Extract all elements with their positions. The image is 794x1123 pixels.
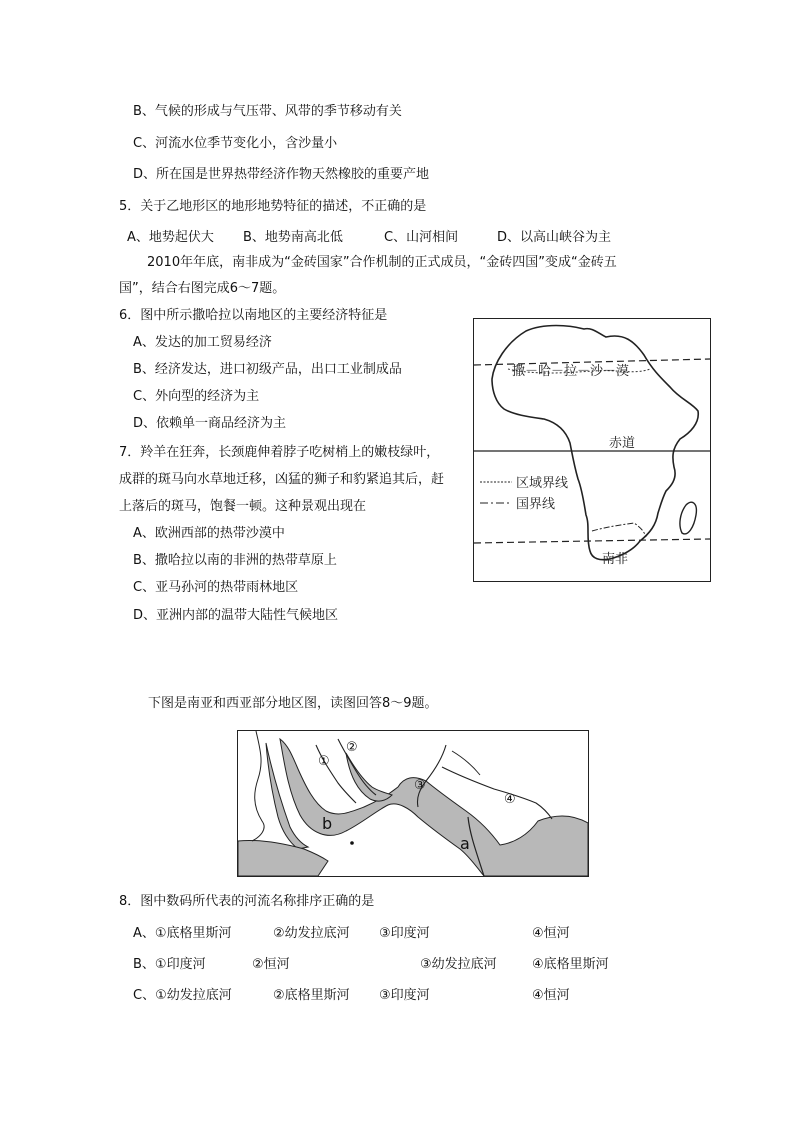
q4-option-c: C、河流水位季节变化小，含沙量小: [133, 136, 338, 151]
q8-b-4: ④底格里斯河: [532, 957, 609, 972]
q5-option-b: B、地势南高北低: [243, 230, 343, 245]
q8-b-2: ②恒河: [252, 957, 290, 972]
intro-67-line1: 2010年年底，南非成为“金砖国家”合作机制的正式成员，“金砖四国”变成“金砖五: [147, 255, 617, 270]
q8-c-3: ③印度河: [379, 988, 430, 1003]
q6-option-d: D、依赖单一商品经济为主: [133, 416, 287, 431]
q7-option-a: A、欧洲西部的热带沙漠中: [133, 526, 285, 541]
tropic-south-line: [474, 539, 710, 543]
sahara-label: 撒－哈－拉－沙－漠: [512, 364, 630, 379]
equator-label: 赤道: [609, 436, 636, 451]
africa-horn-land: [238, 840, 328, 876]
south-asia-map: [237, 730, 589, 877]
q7-option-d: D、亚洲内部的温带大陆性气候地区: [133, 608, 339, 623]
q8-b-1: B、①印度河: [133, 957, 206, 972]
q7-stem-1: 7．羚羊在狂奔，长颈鹿伸着脖子吃树梢上的嫩枝绿叶，: [119, 445, 440, 460]
q5-option-a: A、地势起伏大: [127, 230, 214, 245]
q4-option-d: D、所在国是世界热带经济作物天然橡胶的重要产地: [133, 167, 430, 182]
region-label-a: a: [460, 834, 470, 853]
legend-region-label: 区域界线: [516, 476, 569, 491]
intro-67-line2: 国”，结合右图完成6～7题。: [119, 281, 286, 296]
q8-a-2: ②幼发拉底河: [273, 926, 350, 941]
q8-c-1: C、①幼发拉底河: [133, 988, 232, 1003]
q6-option-a: A、发达的加工贸易经济: [133, 335, 272, 350]
q4-option-b: B、气候的形成与气压带、风带的季节移动有关: [133, 104, 402, 119]
q8-stem: 8．图中数码所代表的河流名称排序正确的是: [119, 894, 375, 909]
gulf-coast-land: [346, 753, 392, 801]
q6-stem: 6．图中所示撒哈拉以南地区的主要经济特征是: [119, 308, 388, 323]
q7-stem-2: 成群的斑马向水草地迁移，凶猛的狮子和豹紧追其后，赶: [119, 472, 445, 487]
q8-c-4: ④恒河: [532, 988, 570, 1003]
madagascar-outline: [680, 502, 696, 534]
q8-c-2: ②底格里斯河: [273, 988, 350, 1003]
river-label-4: ④: [504, 792, 516, 807]
south-africa-label: 南非: [602, 552, 629, 567]
q5-stem: 5．关于乙地形区的地形地势特征的描述，不正确的是: [119, 199, 427, 214]
q6-option-c: C、外向型的经济为主: [133, 389, 260, 404]
region-label-b: b: [322, 814, 333, 833]
q5-option-c: C、山河相间: [384, 230, 459, 245]
south-asia-map-svg: [238, 731, 588, 876]
q7-option-c: C、亚马孙河的热带雨林地区: [133, 580, 299, 595]
legend-border-label: 国界线: [516, 497, 556, 512]
africa-map: [473, 318, 711, 582]
south-africa-border: [592, 523, 646, 537]
q8-a-3: ③印度河: [379, 926, 430, 941]
river-label-3: ③: [414, 778, 426, 793]
left-coast: [252, 731, 264, 841]
africa-map-svg: [474, 319, 710, 581]
q8-b-3: ③幼发拉底河: [420, 957, 497, 972]
intro-89: 下图是南亚和西亚部分地区图，读图回答8～9题。: [148, 696, 438, 711]
river-branch: [452, 751, 480, 775]
q6-option-b: B、经济发达，进口初级产品，出口工业制成品: [133, 362, 402, 377]
q8-a-1: A、①底格里斯河: [133, 926, 232, 941]
river-label-1: ①: [318, 754, 330, 769]
q8-a-4: ④恒河: [532, 926, 570, 941]
q7-option-b: B、撒哈拉以南的非洲的热带草原上: [133, 553, 337, 568]
q5-option-d: D、以高山峡谷为主: [497, 230, 612, 245]
q7-stem-3: 上落后的斑马，饱餐一顿。这种景观出现在: [119, 499, 367, 514]
city-dot: [350, 841, 354, 845]
river-label-2: ②: [346, 740, 358, 755]
